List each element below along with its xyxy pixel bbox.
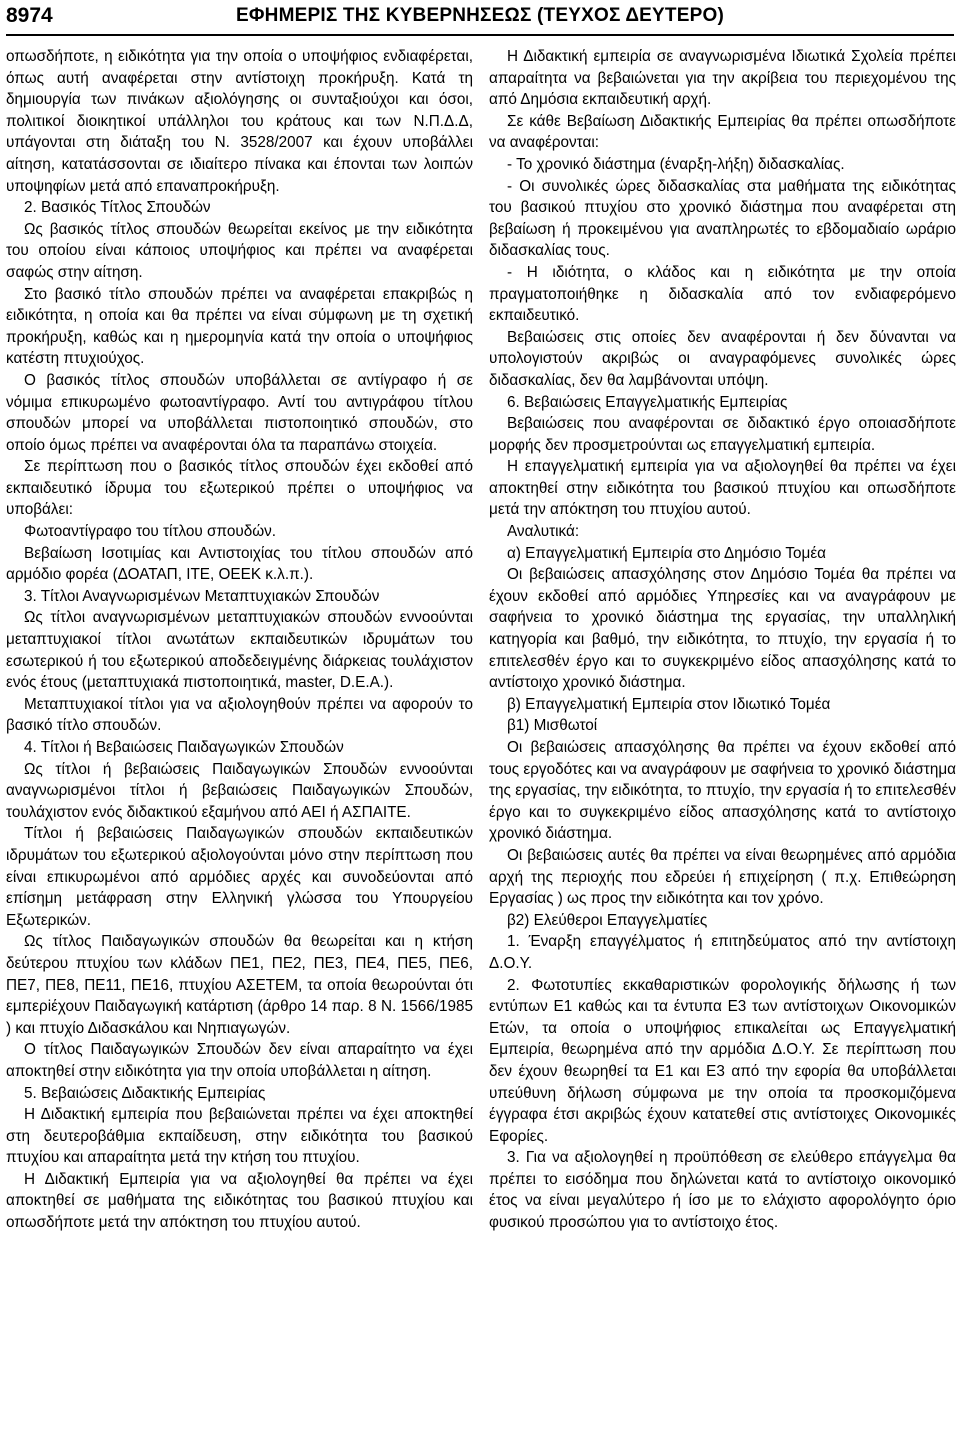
paragraph: Τίτλοι ή βεβαιώσεις Παιδαγωγικών σπουδών εκπαιδευτικών ιδρυμάτων του εξωτερικού αξιολογούνται μόνο στην περίπτωση που είναι επικυρωμένοι από αρμόδιες αρχές και συνοδεύονται από επίσημη μετάφραση στην Ελληνική γλώσσα του Υπουργείου Εξωτερικών. xyxy=(6,825,473,929)
paragraph: 2. Φωτοτυπίες εκκαθαριστικών φορολογικής δήλωσης ή των εντύπων Ε1 καθώς και τα έντυπα Ε3 των αντίστοιχων Οικονομικών Ετών, τα οποία ο υποψήφιος επικαλείται ως Επαγγελματική Εμπειρία, θεωρημένα από την αρμόδια Δ.Ο.Υ. Σε περίπτωση που δεν έχουν θεωρηθεί τα Ε1 και Ε3 από την εφορία θα υποβάλλεται υπεύθυνη δήλωση σύμφωνα με την οποία τα προσκομιζόμενα έγγραφα έτσι ακριβώς έχουν κατατεθεί στις αντίστοιχες Οικονομικές Εφορίες. xyxy=(489,976,956,1145)
paragraph: Η επαγγελματική εμπειρία για να αξιολογηθεί θα πρέπει να έχει αποκτηθεί στην ειδικότητα του βασικού πτυχίου και οπωσδήποτε μετά την απόκτηση του πτυχίου αυτού. xyxy=(489,458,956,519)
paragraph: Αναλυτικά: xyxy=(507,523,580,541)
right-column xyxy=(489,46,956,1234)
paragraph: Οι βεβαιώσεις απασχόλησης θα πρέπει να έχουν εκδοθεί από τους εργοδότες και να αναγράφουν με σαφήνεια το χρονικό διάστημα της εργασίας, την ειδικότητα, το πτυχίο, την εργασία ή το επιτελεσθέν έργο και το συγκεκριμένο είδος απασχόλησης κατά το αντίστοιχο χρονικό διάστημα. xyxy=(489,739,956,843)
paragraph: β) Επαγγελματική Εμπειρία στον Ιδιωτικό Τομέα xyxy=(507,695,831,713)
paragraph: Οι βεβαιώσεις αυτές θα πρέπει να είναι θεωρημένες από αρμόδια αρχή της περιοχής που εδρεύει ή επιχείρηση ( π.χ. Επιθεώρηση Εργασίας ) ως προς την ειδικότητα και τον χρόνο. xyxy=(489,846,956,908)
page-number: 8974 xyxy=(6,4,53,27)
paragraph: 6. Βεβαιώσεις Επαγγελματικής Εμπειρίας xyxy=(507,393,788,411)
paragraph: β2) Ελεύθεροι Επαγγελματίες xyxy=(507,911,708,929)
paragraph: 4. Τίτλοι ή Βεβαιώσεις Παιδαγωγικών Σπουδών xyxy=(24,739,344,756)
paragraph: Οι βεβαιώσεις απασχόλησης στον Δημόσιο Τομέα θα πρέπει να έχουν εκδοθεί από αρμόδιες Υπηρεσίες και να αναγράφουν με σαφήνεια το χρονικό διάστημα της εργασίας, την υπαλληλική κατηγορία και βαθμό, την ειδικότητα, το πτυχίο, την εργασία ή το επιτελεσθέν έργο και το συγκεκριμένο είδος απασχόλησης κατά το αντίστοιχο χρονικό διάστημα. xyxy=(489,566,956,692)
paragraph: οπωσδήποτε, η ειδικότητα για την οποία ο υποψήφιος ενδιαφέρεται, όπως αυτή αναφέρεται στην αντίστοιχη προκήρυξη. Κατά τη δημιουργία των πινάκων αξιολόγησης οι συνταξιούχοι και όσοι, πολιτικοί διοικητικοί υπάλληλοι του κράτους και των Ν.Π.Δ.Δ, υπάγονται στη διάταξη του Ν. 3528/2007 και έχουν υποβάλλει αίτηση, κατατάσσονται σε ιδιαίτερο πίνακα και έπονται των λοιπών υποψηφίων μετά από επαναπροκήρυξη. xyxy=(6,48,473,195)
paragraph: Βεβαιώσεις που αναφέρονται σε διδακτικό έργο οποιασδήποτε μορφής δεν προσμετρούνται ως επαγγελματική εμπειρία. xyxy=(489,415,956,454)
paragraph: Φωτοαντίγραφο του τίτλου σπουδών. xyxy=(24,523,277,541)
paragraph: β1) Μισθωτοί xyxy=(507,717,598,735)
paragraph: Βεβαιώσεις στις οποίες δεν αναφέρονται ή δεν δύνανται να υπολογιστούν ακριβώς οι αναγραφόμενες συνολικές ώρες διδασκαλίας, δεν θα λαμβάνονται υπόψη. xyxy=(489,328,956,389)
paragraph: Στο βασικό τίτλο σπουδών πρέπει να αναφέρεται επακριβώς η ειδικότητα, η οποία και θα πρέπει να είναι σύμφωνη με τη σχετική προκήρυξη, καθώς και η ημερομηνία κατά την οποία ο υποψήφιος κατέστη πτυχιούχος. xyxy=(6,285,473,368)
paragraph: 3. Για να αξιολογηθεί η προϋπόθεση σε ελεύθερο επάγγελμα θα πρέπει το εισόδημα που δηλώνεται κατά το αντίστοιχο οικονομικό έτος να είναι μεγαλύτερο ή ίσο με το ελάχιστο αφορολόγητο όριο φυσικού προσώπου για το αντίστοιχο έτος. xyxy=(489,1149,956,1232)
paragraph: Ο τίτλος Παιδαγωγικών Σπουδών δεν είναι απαραίτητο να έχει αποκτηθεί στην ειδικότητα για την οποία υποβάλλεται η αίτηση. xyxy=(6,1041,473,1080)
paragraph: 2. Βασικός Τίτλος Σπουδών xyxy=(24,199,211,217)
paragraph: 5. Βεβαιώσεις Διδακτικής Εμπειρίας xyxy=(24,1084,266,1102)
left-column xyxy=(6,46,473,1234)
paragraph: Ως τίτλοι αναγνωρισμένων μεταπτυχιακών σπουδών εννοούνται μεταπτυχιακοί τίτλοι ανωτάτων εκπαιδευτικών ιδρυμάτων του εσωτερικού ή του εξωτερικού αποδεδειγμένης διάρκειας τουλάχιστον ενός έτους (μεταπτυχιακά πιστοποιητικά, master, D.E.A.). xyxy=(6,609,473,692)
paragraph: Ο βασικός τίτλος σπουδών υποβάλλεται σε αντίγραφο ή σε νόμιμα επικυρωμένο φωτοαντίγραφο. Αντί του αντιγράφου τίτλου σπουδών μπορεί να υποβάλλεται πιστοποιητικό σπουδών, στο οποίο όμως πρέπει να αναφέρονται όλα τα παραπάνω στοιχεία. xyxy=(6,371,473,454)
paragraph: α) Επαγγελματική Εμπειρία στο Δημόσιο Τομέα xyxy=(507,544,827,562)
paragraph: Σε κάθε Βεβαίωση Διδακτικής Εμπειρίας θα πρέπει οπωσδήποτε να αναφέρονται: xyxy=(489,112,956,152)
gazette-title: ΕΦΗΜΕΡΙΣ ΤΗΣ ΚΥΒΕΡΝΗΣΕΩΣ (ΤΕΥΧΟΣ ΔΕΥΤΕΡΟ) xyxy=(236,5,724,26)
paragraph: Η Διδακτική εμπειρία σε αναγνωρισμένα Ιδιωτικά Σχολεία πρέπει απαραίτητα να βεβαιώνεται για την ακρίβεια του περιεχομένου της από Δημόσια εκπαιδευτική αρχή. xyxy=(489,48,956,109)
paragraph: - Οι συνολικές ώρες διδασκαλίας στα μαθήματα της ειδικότητας του βασικού πτυχίου στο χρονικό διάστημα που αναφέρεται στη βεβαίωση ή προκειμένου για αναπληρωτές το εβδομαδιαίο ωράριο διδασκαλίας τους. xyxy=(489,177,956,260)
paragraph: Ως τίτλος Παιδαγωγικών σπουδών θα θεωρείται και η κτήση δεύτερου πτυχίου των κλάδων ΠΕ1, ΠΕ2, ΠΕ3, ΠΕ4, ΠΕ5, ΠΕ6, ΠΕ7, ΠΕ8, ΠΕ11, ΠΕ16, πτυχίου ΑΣΕΤΕΜ, τα οποία θεωρούνται ότι εμπερiέχουν Παιδαγωγική κατάρτιση (άρθρο 14 παρ. 8 Ν. 1566/1985 ) και πτυχίο Διδασκάλου και Νηπιαγωγών. xyxy=(6,933,473,1037)
paragraph: Σε περίπτωση που ο βασικός τίτλος σπουδών έχει εκδοθεί από εκπαιδευτικό ίδρυμα του εξωτερικού πρέπει ο υποψήφιος να υποβάλει: xyxy=(6,458,473,519)
paragraph: Η Διδακτική Εμπειρία για να αξιολογηθεί θα πρέπει να έχει αποκτηθεί σε μαθήματα της ειδικότητας του βασικού πτυχίου και οπωσδήποτε μετά την απόκτηση του πτυχίου αυτού. xyxy=(6,1170,473,1232)
paragraph: 1. Έναρξη επαγγέλματος ή επιτηδεύματος από την αντίστοιχη Δ.Ο.Υ. xyxy=(489,933,956,972)
paragraph: Μεταπτυχιακοί τίτλοι για να αξιολογηθούν πρέπει να αφορούν το βασικό τίτλο σπουδών. xyxy=(6,695,473,735)
page-header xyxy=(6,2,954,36)
paragraph: Ως τίτλοι ή βεβαιώσεις Παιδαγωγικών Σπουδών εννοούνται αναγνωρισμένοι τίτλοι ή βεβαιώσεις Παιδαγωγικών Σπουδών, τουλάχιστον ενός διδακτικού εξαμήνου από ΑΕΙ ή ΑΣΠΑΙΤΕ. xyxy=(6,760,473,821)
paragraph: Βεβαίωση Ισοτιμίας και Αντιστοιχίας του τίτλου σπουδών από αρμόδιο φορέα (ΔΟΑΤΑΠ, ΙΤΕ, ΟΕΕΚ κ.λ.π.). xyxy=(6,544,473,584)
paragraph: Η Διδακτική εμπειρία που βεβαιώνεται πρέπει να έχει αποκτηθεί στη δευτεροβάθμια εκπαίδευση, στην ειδικότητα του βασικού πτυχίου και απαραίτητα μετά την κτήση του πτυχίου. xyxy=(6,1106,473,1167)
paragraph: Ως βασικός τίτλος σπουδών θεωρείται εκείνος με την ειδικότητα του οποίου είναι κάποιος υποψήφιος και πρέπει να αναφέρεται σαφώς στην αίτηση. xyxy=(6,220,473,281)
paragraph: - Η ιδιότητα, ο κλάδος και η ειδικότητα με την οποία πραγματοποιήθηκε η διδασκαλία από τον ενδιαφερόμενο εκπαιδευτικό. xyxy=(489,263,956,325)
paragraph: 3. Τίτλοι Αναγνωρισμένων Μεταπτυχιακών Σπουδών xyxy=(24,587,380,605)
paragraph: - Το χρονικό διάστημα (έναρξη-λήξη) διδασκαλίας. xyxy=(507,155,845,173)
